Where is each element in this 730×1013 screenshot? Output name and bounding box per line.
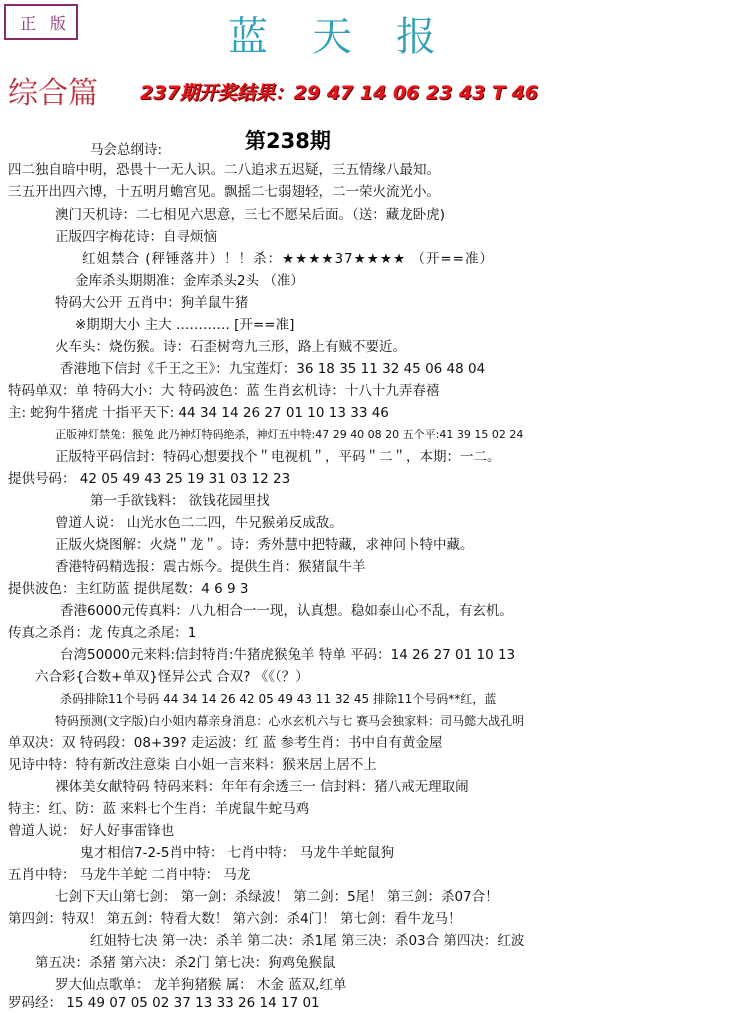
zeng-daoren-2: 曾道人说： 好人好事雷锋也 — [8, 823, 175, 839]
issue-number: 第238期 — [245, 129, 331, 153]
hk-fax: 香港6000元传真料：八九相合一一现，认真想。稳如泰山心不乱，有玄机。 — [60, 603, 513, 619]
seven-swords-2: 第四剑：特双！ 第五剑：特看大数！ 第六剑：杀4门！ 第七剑：看牛龙马！ — [8, 911, 462, 927]
luo-code: 罗码经： 15 49 07 05 02 37 13 33 26 14 17 01 — [8, 995, 320, 1011]
main-zodiac: 主: 蛇狗牛猪虎 十指平天下: 44 34 14 26 27 01 10 13 33 46 — [8, 405, 389, 421]
magic-lamp: 正版神灯禁兔：猴兔 此乃神灯特码绝杀，神灯五中特:47 29 40 08 20 五个平:41 39 15 02 24 — [55, 428, 524, 441]
five-zodiac: 五肖中特： 马龙牛羊蛇 二肖中特： 马龙 — [8, 867, 251, 883]
genuine-stamp: 正版 — [4, 4, 78, 40]
red-sister-seven-1: 红姐特七决 第一决：杀羊 第二决：杀1尾 第三决：杀03合 第四决：红波 — [90, 933, 525, 949]
provided-numbers: 提供号码： 42 05 49 43 25 19 31 03 12 23 — [8, 471, 291, 487]
macau-poem: 澳门天机诗：二七相见六思意，三七不愿呆后面。（送：藏龙卧虎) — [55, 207, 446, 223]
fire-chart: 正版火烧图解：火烧＂龙＂。诗：秀外慧中把特藏，求神问卜特中藏。 — [55, 537, 474, 553]
hk-select: 香港特码精选报：震古烁今。提供生肖：猴猪鼠牛羊 — [55, 559, 366, 575]
poem-heading: 马会总纲诗: — [90, 142, 163, 158]
beauty-code: 裸体美女献特码 特码来料：年年有余透三一 信封料：猪八戒无理取闹 — [55, 779, 469, 795]
vault-kill: 金库杀头期期准：金库杀头2头 （准） — [75, 273, 304, 289]
size-hint: ※期期大小 主大 ………… [开==准] — [75, 317, 295, 333]
first-hand: 第一手欲钱料： 欲钱花园里找 — [90, 493, 270, 509]
red-sister-kill: 红姐禁合 (秤锤落井）！！杀：★★★★37★★★★ （开==准） — [82, 251, 494, 267]
special-main: 特主：红、防：蓝 来料七个生肖：羊虎鼠牛蛇马鸡 — [8, 801, 310, 817]
poem-line-1: 四二独自暗中明，恐畏十一无人识。二八追求五迟疑，三五情缘八最知。 — [8, 162, 440, 178]
formula: 六合彩{合数+单双}怪异公式 合双? 《《（？） — [35, 669, 309, 685]
page-title: 蓝天报 — [228, 14, 480, 60]
prediction-text: 特码预测(文字版)白小姐内幕亲身消息：心水玄机六与七 赛马会独家料：司马懿大战孔明 — [55, 714, 525, 728]
provided-color: 提供波色：主红防蓝 提供尾数：4 6 9 3 — [8, 581, 249, 597]
fax-kill: 传真之杀肖：龙 传真之杀尾：1 — [8, 625, 197, 641]
poem-line-2: 三五开出四六博，十五明月蟾宫见。飘摇二七弱翅轻，二一荣火流光小。 — [8, 184, 440, 200]
exclude-numbers: 杀码排除11个号码 44 34 14 26 42 05 49 43 11 32 45 排除11个号码**红，蓝 — [60, 692, 497, 706]
ghost-725: 鬼才相信7-2-5肖中特： 七肖中特： 马龙牛羊蛇鼠狗 — [80, 845, 395, 861]
luo-song-list: 罗大仙点歌单： 龙羊狗猪猴 属： 木金 蓝双,红单 — [55, 977, 347, 993]
zeng-daoren-1: 曾道人说： 山光水色二二四，牛兄猴弟反成敌。 — [55, 515, 343, 531]
taiwan-material: 台湾50000元来料:信封特肖:牛猪虎猴兔羊 特单 平码：14 26 27 01 10 13 — [60, 647, 516, 663]
see-poem: 见诗中特：特有新改注意柒 白小姐一言来料：猴来居上居不上 — [8, 757, 377, 773]
plum-poem: 正版四字梅花诗：自寻烦恼 — [55, 229, 217, 245]
odd-even-rule: 单双决：双 特码段：08+39? 走运波：红 蓝 参考生肖：书中自有黄金屋 — [8, 735, 443, 751]
hk-envelope: 香港地下信封《千王之王》：九宝莲灯：36 18 35 11 32 45 06 48 04 — [60, 361, 486, 377]
section-title: 综合篇 — [8, 76, 98, 111]
train-head: 火车头：烧伤猴。诗：石歪树弯九三形，路上有贼不要近。 — [55, 339, 406, 355]
flat-code-envelope: 正版特平码信封：特码心想要找个＂电视机＂，平码＂二＂，本期：一二。 — [55, 449, 501, 465]
seven-swords-1: 七剑下天山第七剑： 第一剑：杀绿波！ 第二剑：5尾！ 第三剑：杀07合！ — [55, 889, 499, 905]
previous-draw-result: 237期开奖结果：29 47 14 06 23 43 T 46 — [140, 82, 539, 104]
special-public: 特码大公开 五肖中：狗羊鼠牛猪 — [55, 295, 249, 311]
red-sister-seven-2: 第五决：杀猪 第六决：杀2门 第七决：狗鸡兔猴鼠 — [35, 955, 336, 971]
odd-even-size: 特码单双：单 特码大小：大 特码波色：蓝 生肖玄机诗：十八十九弄春禧 — [8, 383, 440, 399]
